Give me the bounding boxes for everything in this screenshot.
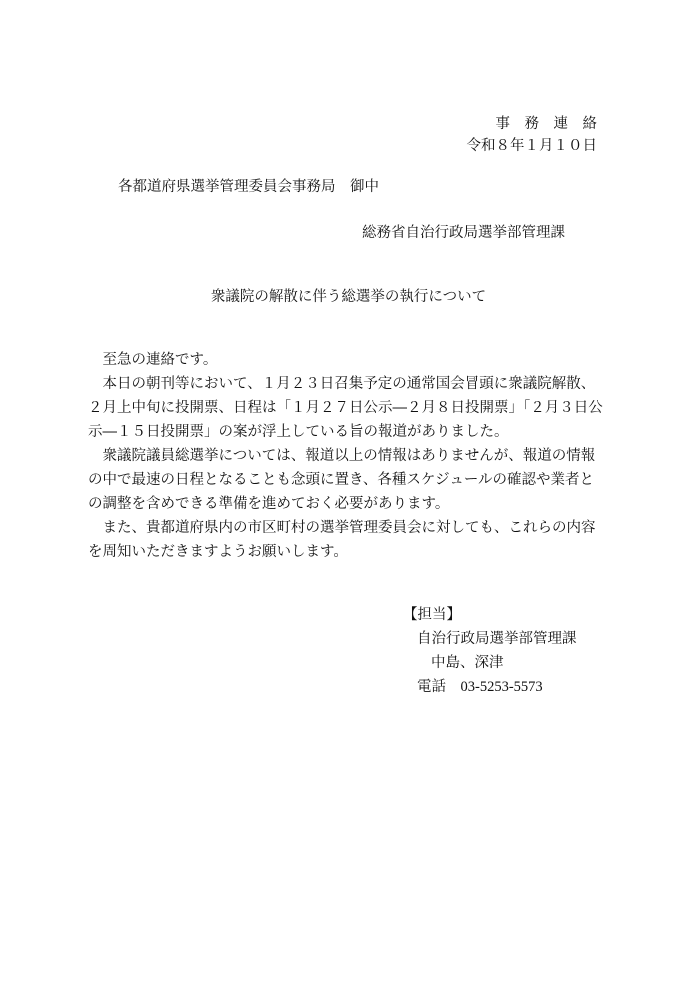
document-date: 令和８年１月１０日 — [466, 138, 597, 154]
contact-heading: 【担当】 — [403, 607, 461, 623]
contact-block — [403, 603, 577, 699]
addressee: 各都道府県選挙管理委員会事務局 御中 — [118, 179, 379, 195]
sender: 総務省自治行政局選挙部管理課 — [362, 225, 565, 241]
body-paragraph-1: 至急の連絡です。 — [102, 352, 218, 368]
body-paragraph-3: 衆議院議員総選挙については、報道以上の情報はありませんが、報道の情報の中で最速の日程となることも念頭に置き、各種スケジュールの確認や業者との調整を含めできる準備を進めておく必要があります。 — [88, 448, 596, 512]
body-paragraph-2: 本日の朝刊等において、１月２３日召集予定の通常国会冒頭に衆議院解散、２月上中旬に投開票、日程は「１月２７日公示―２月８日投開票」「２月３日公示―１５日投開票」の案が浮上している旨の報道がありました。 — [88, 376, 603, 440]
document-type: 事 務 連 絡 — [495, 116, 597, 132]
phone-label: 電話 — [417, 679, 446, 695]
contact-department: 自治行政局選挙部管理課 — [417, 631, 577, 647]
document-title: 衆議院の解散に伴う総選挙の執行について — [210, 289, 487, 305]
phone-number: 03-5253-5573 — [460, 679, 543, 695]
contact-names: 中島、深津 — [431, 655, 504, 671]
contact-phone — [403, 675, 577, 699]
body-paragraph-4: また、貴都道府県内の市区町村の選挙管理委員会に対しても、これらの内容を周知いただきますようお願いします。 — [88, 520, 596, 560]
